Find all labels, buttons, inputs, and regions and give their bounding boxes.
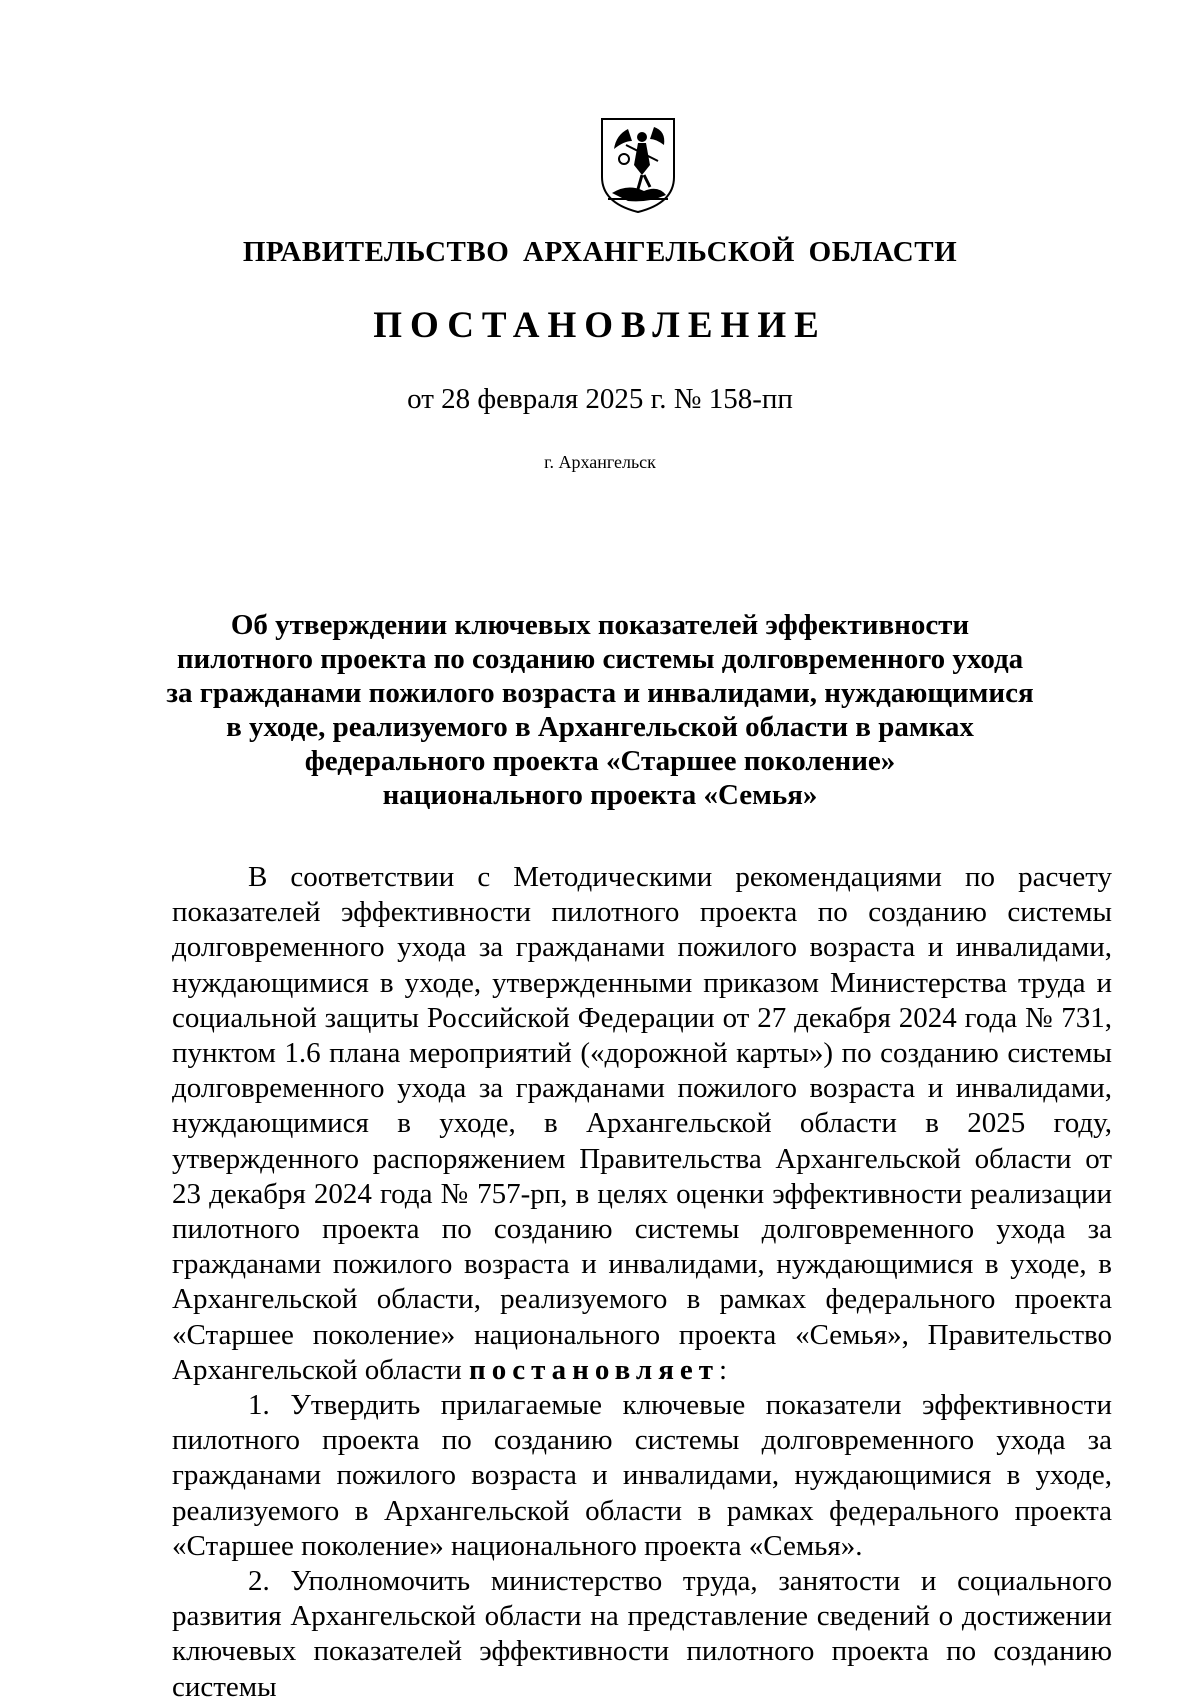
title-line: федерального проекта «Старшее поколение» bbox=[304, 745, 896, 777]
document-city: г. Архангельск bbox=[544, 452, 656, 472]
preamble-text: В соответствии с Методическими рекомендациями по расчету показателей эффективности пилотного проекта по созданию системы долговременного ухода за гражданами пожилого возраста и инвалидами, нуждающимися в уходе, утвержденными приказом Министерства труда и социальной защиты Российской Федерации от 27 декабря 2024 года № 731, пунктом 1.6 плана мероприятий («дорожной карты») по созданию системы долговременного ухода за гражданами пожилого возраста и инвалидами, нуждающимися в уходе, в Архангельской области в 2025 году, утвержденного распоряжением Правительства Архангельской области от 23 декабря 2024 года № 757-рп, в целях оценки эффективности реализации пилотного проекта по созданию системы долговременного ухода за гражданами пожилого возраста и инвалидами, нуждающимися в уходе, в Архангельской области, реализуемого в рамках федерального проекта «Старшее поколение» национального проекта «Семья», Правительство Архангельской области bbox=[172, 861, 1112, 1386]
title-line: национального проекта «Семья» bbox=[382, 779, 818, 811]
organization-name: ПРАВИТЕЛЬСТВО АРХАНГЕЛЬСКОЙ ОБЛАСТИ bbox=[242, 236, 958, 268]
title-line: пилотного проекта по созданию системы долговременного ухода bbox=[176, 643, 1024, 675]
decree-word: постановляет bbox=[468, 1353, 720, 1386]
coat-of-arms-icon bbox=[598, 115, 678, 215]
decree-colon: : bbox=[719, 1353, 728, 1386]
item-2-paragraph: 2. Уполномочить министерство труда, занятости и социального развития Архангельской области на представление сведений о достижении ключевых показателей эффективности пилотного проекта по созданию системы bbox=[172, 1565, 1112, 1703]
document-title bbox=[150, 608, 1050, 812]
preamble-paragraph bbox=[172, 860, 1112, 1388]
document-body bbox=[172, 860, 1112, 1705]
item-1-paragraph: 1. Утвердить прилагаемые ключевые показатели эффективности пилотного проекта по созданию системы долговременного ухода за гражданами пожилого возраста и инвалидами, нуждающимися в уходе, реализуемого в Архангельской области в рамках федерального проекта «Старшее поколение» национального проекта «Семья». bbox=[172, 1389, 1112, 1562]
document-type: ПОСТАНОВЛЕНИЕ bbox=[373, 305, 827, 346]
title-line: Об утверждении ключевых показателей эффективности bbox=[230, 609, 970, 641]
title-line: за гражданами пожилого возраста и инвалидами, нуждающимися bbox=[166, 677, 1034, 709]
title-line: в уходе, реализуемого в Архангельской области в рамках bbox=[226, 711, 974, 743]
document-date-number: от 28 февраля 2025 г. № 158-пп bbox=[407, 383, 793, 415]
